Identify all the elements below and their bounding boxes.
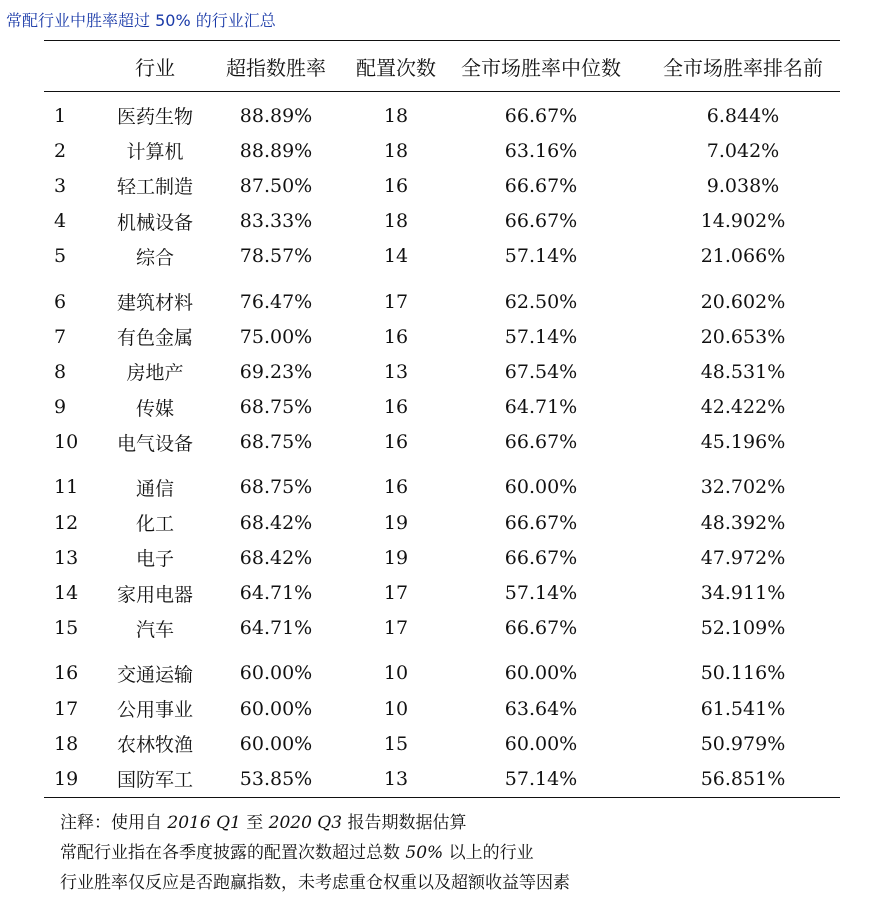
cell-idx: 2 (54, 139, 67, 162)
cell-idx: 12 (54, 511, 79, 534)
header-industry: 行业 (135, 55, 175, 80)
header-win-rate: 超指数胜率 (226, 55, 326, 80)
summary-table (44, 40, 840, 798)
table-row (44, 133, 850, 168)
cell-name: 电气设备 (116, 432, 193, 455)
cell-rate: 83.33% (239, 210, 313, 233)
group-spacer-cell (44, 646, 850, 656)
cell-median: 64.71% (504, 396, 578, 419)
cell-idx: 13 (54, 546, 79, 569)
note-line-1 (60, 808, 570, 838)
cell-idx: 14 (54, 582, 79, 605)
cell-median: 66.67% (504, 210, 578, 233)
cell-idx: 8 (54, 360, 67, 383)
table-row (44, 611, 850, 646)
cell-count: 16 (383, 325, 409, 348)
cell-count: 15 (383, 732, 409, 755)
cell-median: 66.67% (504, 546, 578, 569)
cell-rate: 68.75% (239, 431, 313, 454)
cell-name: 农林牧渔 (116, 734, 193, 757)
cell-median: 66.67% (504, 617, 578, 640)
header-rank: 全市场胜率排名前 (663, 55, 823, 80)
cell-count: 16 (383, 174, 409, 197)
cell-rate: 78.57% (239, 245, 313, 268)
cell-rank: 20.653% (700, 325, 786, 348)
cell-count: 10 (383, 662, 409, 685)
header-count: 配置次数 (356, 55, 436, 80)
note-1-from: 2016 Q1 (167, 813, 241, 833)
cell-rate: 64.71% (239, 617, 313, 640)
cell-rank: 21.066% (700, 245, 786, 268)
cell-median: 66.67% (504, 174, 578, 197)
group-spacer (44, 460, 850, 470)
note-1-mid: 至 (246, 813, 264, 833)
cell-rate: 76.47% (239, 290, 313, 313)
cell-median: 60.00% (504, 732, 578, 755)
cell-rank: 9.038% (706, 174, 780, 197)
cell-name: 国防军工 (116, 769, 193, 792)
cell-rank: 52.109% (700, 617, 786, 640)
table-row (44, 505, 850, 540)
cell-name: 轻工制造 (116, 176, 193, 199)
cell-rank: 14.902% (700, 210, 786, 233)
note-1-suffix: 报告期数据估算 (347, 813, 467, 833)
table-row (44, 319, 850, 354)
cell-idx: 19 (54, 767, 79, 790)
cell-idx: 15 (54, 617, 79, 640)
cell-name: 传媒 (135, 397, 174, 420)
cell-median: 60.00% (504, 662, 578, 685)
cell-count: 18 (383, 104, 409, 127)
cell-rank: 56.851% (700, 767, 786, 790)
cell-count: 17 (383, 582, 409, 605)
cell-median: 62.50% (504, 290, 578, 313)
cell-rate: 68.75% (239, 396, 313, 419)
table-row (44, 284, 850, 319)
cell-name: 综合 (135, 246, 174, 269)
cell-rate: 64.71% (239, 582, 313, 605)
note-2-pct: 50% (405, 843, 444, 863)
cell-rank: 7.042% (706, 139, 780, 162)
cell-name: 机械设备 (116, 211, 193, 234)
table-row (44, 354, 850, 389)
cell-count: 19 (383, 546, 409, 569)
cell-rate: 88.89% (239, 139, 313, 162)
cell-idx: 6 (54, 290, 67, 313)
note-2-suffix: 以上的行业 (448, 843, 534, 863)
cell-count: 16 (383, 476, 409, 499)
table-row (44, 239, 850, 274)
cell-median: 66.67% (504, 431, 578, 454)
cell-idx: 17 (54, 697, 79, 720)
note-1-prefix: 注释：使用自 (60, 813, 162, 833)
header-index (44, 41, 104, 91)
cell-count: 16 (383, 396, 409, 419)
table-row (44, 726, 850, 761)
header-median: 全市场胜率中位数 (461, 55, 621, 80)
table-row (44, 425, 850, 460)
cell-name: 交通运输 (116, 663, 193, 686)
cell-idx: 5 (54, 245, 67, 268)
cell-rank: 20.602% (700, 290, 786, 313)
cell-idx: 11 (54, 476, 79, 499)
cell-rate: 68.75% (239, 476, 313, 499)
cell-rank: 45.196% (700, 431, 786, 454)
cell-median: 63.64% (504, 697, 578, 720)
cell-rank: 42.422% (700, 396, 786, 419)
cell-median: 66.67% (504, 511, 578, 534)
cell-count: 18 (383, 210, 409, 233)
cell-count: 10 (383, 697, 409, 720)
cell-count: 13 (383, 767, 409, 790)
cell-rate: 60.00% (239, 732, 313, 755)
cell-median: 66.67% (504, 104, 578, 127)
cell-idx: 3 (54, 174, 67, 197)
cell-name: 电子 (135, 548, 174, 571)
header-row (44, 41, 850, 91)
cell-count: 13 (383, 360, 409, 383)
cell-idx: 1 (54, 104, 67, 127)
cell-count: 19 (383, 511, 409, 534)
cell-idx: 7 (54, 325, 67, 348)
table-body (44, 92, 850, 797)
cell-median: 57.14% (504, 325, 578, 348)
table-row (44, 390, 850, 425)
note-2-prefix: 常配行业指在各季度披露的配置次数超过总数 (60, 843, 400, 863)
cell-rate: 68.42% (239, 546, 313, 569)
table-row (44, 470, 850, 505)
cell-median: 57.14% (504, 582, 578, 605)
cell-rank: 6.844% (706, 104, 780, 127)
cell-name: 建筑材料 (116, 292, 193, 315)
cell-idx: 4 (54, 210, 67, 233)
cell-count: 17 (383, 617, 409, 640)
cell-rank: 32.702% (700, 476, 786, 499)
cell-rate: 60.00% (239, 697, 313, 720)
cell-idx: 10 (54, 431, 79, 454)
cell-name: 计算机 (126, 141, 184, 164)
note-line-3: 行业胜率仅反应是否跑赢指数，未考虑重仓权重以及超额收益等因素 (60, 873, 570, 893)
cell-name: 家用电器 (116, 583, 193, 606)
cell-median: 57.14% (504, 245, 578, 268)
notes (60, 808, 570, 898)
cell-name: 房地产 (126, 362, 184, 385)
cell-name: 公用事业 (116, 699, 193, 722)
table-row (44, 204, 850, 239)
table-title: 常配行业中胜率超过 50% 的行业汇总 (6, 11, 276, 30)
cell-rate: 60.00% (239, 662, 313, 685)
cell-rank: 61.541% (700, 697, 786, 720)
cell-rank: 48.531% (700, 360, 786, 383)
cell-count: 14 (383, 245, 409, 268)
cell-rank: 47.972% (700, 546, 786, 569)
cell-rate: 88.89% (239, 104, 313, 127)
cell-rank: 34.911% (700, 582, 786, 605)
cell-idx: 16 (54, 662, 79, 685)
table-row (44, 691, 850, 726)
cell-name: 有色金属 (116, 327, 193, 350)
cell-median: 60.00% (504, 476, 578, 499)
note-1-to: 2020 Q3 (268, 813, 343, 833)
cell-name: 医药生物 (116, 106, 193, 129)
cell-idx: 9 (54, 396, 67, 419)
table-row (44, 540, 850, 575)
cell-rank: 50.979% (700, 732, 786, 755)
cell-idx: 18 (54, 732, 79, 755)
cell-name: 汽车 (135, 618, 174, 641)
cell-rate: 75.00% (239, 325, 313, 348)
cell-name: 通信 (135, 477, 174, 500)
cell-rate: 53.85% (239, 767, 313, 790)
group-spacer (44, 646, 850, 656)
cell-median: 57.14% (504, 767, 578, 790)
cell-rate: 68.42% (239, 511, 313, 534)
group-spacer (44, 274, 850, 284)
cell-name: 化工 (135, 513, 174, 536)
cell-rank: 50.116% (700, 662, 786, 685)
cell-rate: 69.23% (239, 360, 313, 383)
table-row (44, 761, 850, 796)
group-spacer-cell (44, 274, 850, 284)
cell-count: 16 (383, 431, 409, 454)
group-spacer-cell (44, 460, 850, 470)
cell-rate: 87.50% (239, 174, 313, 197)
table-row (44, 656, 850, 691)
cell-count: 17 (383, 290, 409, 313)
table-row (44, 168, 850, 203)
cell-rank: 48.392% (700, 511, 786, 534)
note-line-2 (60, 838, 570, 868)
cell-median: 63.16% (504, 139, 578, 162)
bottom-rule (44, 797, 840, 798)
table-row (44, 575, 850, 610)
cell-median: 67.54% (504, 360, 578, 383)
table-row (44, 92, 850, 133)
cell-count: 18 (383, 139, 409, 162)
